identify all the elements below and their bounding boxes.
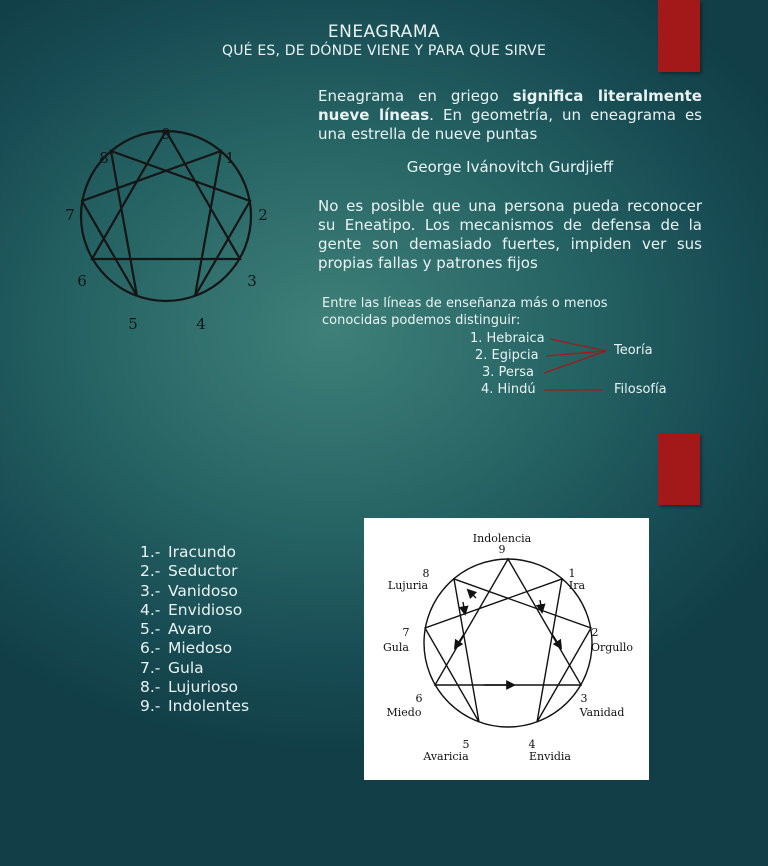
category-filosofia: Filosofía bbox=[614, 382, 667, 397]
diagram-number-5: 5 bbox=[462, 738, 470, 751]
category-teoria: Teoría bbox=[614, 343, 653, 358]
diagram-label-miedo: Miedo bbox=[386, 706, 422, 719]
diagram-number-4: 4 bbox=[196, 315, 206, 333]
diagram-label-envidia: Envidia bbox=[529, 750, 571, 763]
list-item: 9.- Indolentes bbox=[140, 697, 250, 716]
diagram-label-orgullo: Orgullo bbox=[590, 641, 634, 654]
enneagram-hexad bbox=[82, 151, 250, 296]
red-accent-bar-bottom bbox=[658, 433, 700, 505]
category-connector-lines bbox=[540, 335, 620, 400]
diagram-label-avaricia: Avaricia bbox=[423, 750, 469, 763]
enneagram-triangle bbox=[92, 131, 240, 259]
intro-bold-text: significa literalmente nueve líneas bbox=[318, 87, 702, 124]
tradition-item: 1. Hebraica bbox=[470, 331, 545, 346]
diagram-label-ira: Ira bbox=[568, 579, 586, 592]
list-item: 4.- Envidioso bbox=[140, 600, 243, 619]
enneagram-hexad bbox=[425, 579, 591, 722]
list-item: 7.- Gula bbox=[140, 658, 204, 677]
labeled-enneagram-diagram bbox=[364, 518, 649, 780]
diagram-number-1: 1 bbox=[568, 567, 576, 580]
diagram-number-9: 9 bbox=[161, 125, 171, 143]
diagram-number-6: 6 bbox=[415, 692, 423, 705]
diagram-number-6: 6 bbox=[77, 272, 87, 290]
tradition-item: 2. Egipcia bbox=[475, 348, 539, 363]
list-item: 8.- Lujurioso bbox=[140, 678, 239, 697]
eneatipo-paragraph: No es posible que una persona pueda reconocer su Eneatipo. Los mecanismos de defensa de la gente son demasiado fuertes, impiden ver sus propias fallas y patrones fijos bbox=[318, 197, 702, 272]
diagram-number-4: 4 bbox=[528, 738, 536, 751]
diagram-number-2: 2 bbox=[258, 206, 268, 224]
diagram-label-lujuria: Lujuria bbox=[387, 579, 429, 592]
diagram-number-1: 1 bbox=[225, 149, 235, 167]
diagram-label-indolencia: Indolencia bbox=[472, 532, 532, 545]
teaching-lines-intro: Entre las líneas de enseñanza más o menos conocidas podemos distinguir: bbox=[322, 296, 608, 328]
diagram-number-7: 7 bbox=[402, 626, 410, 639]
diagram-label-gula: Gula bbox=[383, 641, 409, 654]
diagram-number-3: 3 bbox=[580, 692, 588, 705]
diagram-number-3: 3 bbox=[247, 272, 257, 290]
eneatipo-list bbox=[140, 543, 249, 717]
intro-text-2: . En geometría, un eneagrama es una estrella de nueve puntas bbox=[318, 106, 702, 143]
diagram-number-8: 8 bbox=[422, 567, 430, 580]
list-item: 5.- Avaro bbox=[140, 620, 212, 639]
diagram-number-8: 8 bbox=[99, 149, 109, 167]
diagram-number-9: 9 bbox=[498, 543, 506, 556]
enneagram-triangle bbox=[435, 559, 581, 685]
tradition-item: 4. Hindú bbox=[481, 382, 536, 397]
list-item: 6.- Miedoso bbox=[140, 639, 233, 658]
page-subtitle: QUÉ ES, DE DÓNDE VIENE Y PARA QUE SIRVE bbox=[221, 43, 547, 59]
intro-text-1: Eneagrama en griego bbox=[318, 87, 513, 105]
list-item: 1.- Iracundo bbox=[140, 543, 236, 561]
intro-paragraph bbox=[318, 87, 702, 144]
list-item: 2.- Seductor bbox=[140, 562, 238, 581]
diagram-number-2: 2 bbox=[591, 626, 599, 639]
labeled-enneagram-figure bbox=[364, 518, 649, 780]
list-item: 3.- Vanidoso bbox=[140, 581, 238, 600]
diagram-number-7: 7 bbox=[65, 206, 75, 224]
enneagram-diagram bbox=[60, 120, 280, 335]
author-name: George Ivánovitch Gurdjieff bbox=[406, 158, 614, 176]
diagram-number-5: 5 bbox=[128, 315, 138, 333]
tradition-item: 3. Persa bbox=[482, 365, 534, 380]
page-title: ENEAGRAMA bbox=[327, 22, 441, 42]
diagram-label-vanidad: Vanidad bbox=[579, 706, 625, 719]
enneagram-circle bbox=[424, 559, 592, 727]
